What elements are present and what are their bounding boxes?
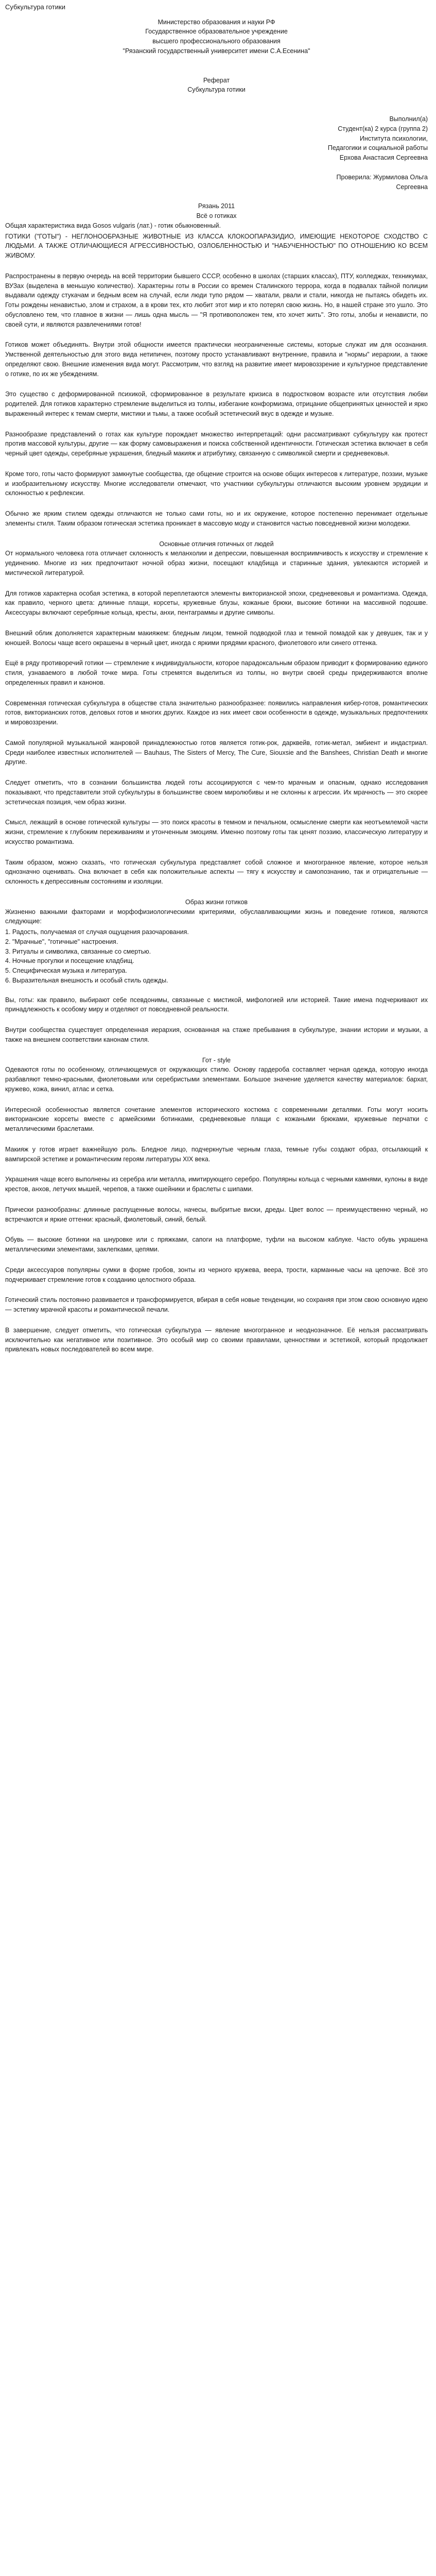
- paragraph: Украшения чаще всего выполнены из серебра или металла, имитирующего серебро. Популярны кольца с черными камнями, кулоны в виде крестов, анхов, летучих мышей, черепов, а также ошейники и браслеты с шипами.: [5, 1176, 428, 1193]
- work-type: Реферат: [203, 76, 230, 84]
- paragraph: Готический стиль постоянно развивается и трансформируется, вбирая в себя новые тенденции, но сохраняя при этом свою основную идею — эстетику мрачной красоты и романтической печали.: [5, 1296, 428, 1313]
- paragraph: Обычно же ярким стилем одежды отличаются не только сами готы, но и их окружение, которое постепенно перенимает отдельные элементы стиля. Таким образом готическая эстетика проникает в массовую моду и становится частью повседневной жизни молодежи.: [5, 510, 428, 527]
- author-line: Ерхова Анастасия Сергеевна: [339, 154, 428, 161]
- author-block: [5, 114, 428, 163]
- list-item: 1. Радость, получаемая от случая ощущения разочарования.: [5, 928, 189, 936]
- paragraph: Это существо с деформированной психикой, сформированное в результате кризиса в подростковом возрасте или отсутствия любви родителей. Для готиков характерно стремление выделиться из толпы, избегание конформизма, отрицание общепринятых ценностей и ярко выраженный интерес к темам смерти, мистики и тьмы, а также особый эстетический вкус в одежде и музыке.: [5, 391, 428, 417]
- intro-section: [5, 221, 428, 529]
- appearance-section: [5, 907, 428, 1045]
- paragraph: Самой популярной музыкальной жанровой принадлежностью готов является готик-рок, дарквейв, готик-метал, эмбиент и индастриал. Среди наиболее известных исполнителей — Bauhaus, The Sisters of Mercy, The Cure, Siouxsie and the Banshees, Christian Death и многие другие.: [5, 739, 428, 766]
- list-item: 2. "Мрачные", "готичные" настроения.: [5, 938, 118, 945]
- city-year: Рязань 2011: [198, 202, 235, 210]
- work-title-block: [5, 76, 428, 95]
- paragraph: Вы, готы: как правило, выбирают себе псевдонимы, связанные с мистикой, мифологией или историей. Такие имена подчеркивают их принадлежность к особому миру и отделяют от повседневной реальности.: [5, 996, 428, 1013]
- document-title: Субкультура готики: [5, 3, 65, 11]
- list-item: 6. Выразительная внешность и особый стиль одежды.: [5, 976, 168, 984]
- ministry-line: "Рязанский государственный университет имени С.А.Есенина": [123, 47, 310, 55]
- author-line: Студент(ка) 2 курса (группа 2): [338, 125, 428, 132]
- paragraph: Макияж у готов играет важнейшую роль. Бледное лицо, подчеркнутые черным глаза, темные губы создают образ, отсылающий к вампирской эстетике и романтическим героям литературы XIX века.: [5, 1145, 428, 1163]
- ministry-line: Государственное образовательное учреждение: [145, 28, 288, 36]
- ministry-header: [5, 18, 428, 56]
- paragraph: Прически разнообразны: длинные распущенные волосы, начесы, выбритые виски, дреды. Цвет волос — преимущественно черный, но встречаются и яркие оттенки: красный, фиолетовый, синий, белый.: [5, 1206, 428, 1223]
- paragraph: Смысл, лежащий в основе готической культуры — это поиск красоты в темном и печальном, осмысление смерти как неотъемлемой части жизни, стремление к глубоким переживаниям и утонченным эмоциям. Именно поэтому готы так ценят поэзию, классическую литературу и искусство романтизма.: [5, 819, 428, 845]
- paragraph: Таким образом, можно сказать, что готическая субкультура представляет собой сложное и многогранное явление, которое нельзя однозначно оценивать. Она включает в себя как положительные аспекты — тягу к искусству и самопознанию, так и отрицательные — склонность к депрессивным состояниям и изоляции.: [5, 858, 428, 885]
- style-section: [5, 1065, 428, 1354]
- paragraph: Распространены в первую очередь на всей территории бывшего СССР, особенно в школах (старших классах), ПТУ, колледжах, техникумах, ВУЗах (выделена в меньшую количество). Характерны готы в России со времен Сталинского террора, когда в подвалах тайной полиции выдавали одежду стукачам и бедным всем на случай, если люди тупо рядом — хватали, рвали и стали, никогда не пытаясь обидеть их. Готы рождены ненавистью, злом и страхом, а в крови тех, кто любит этот мир и кто потерял свою жизнь. Но, в нашей стране это ушло. Это обусловлено тем, что главное в жизни — лишь одна мысль — "Я противоположен тем, кто хочет жить". Это готы, злобы и ненависти, по своей сути, и являются развлечениями готов!: [5, 272, 428, 328]
- list-item: 4. Ночные прогулки и посещение кладбищ.: [5, 957, 134, 965]
- list-item: 5. Специфическая музыка и литература.: [5, 967, 127, 974]
- paragraph: В завершение, следует отметить, что готическая субкультура — явление многогранное и неоднозначное. Её нельзя рассматривать исключительно как негативное или позитивное. Это особый мир со своими правилами, ценностями и эстетикой, который продолжает привлекать новых последователей во всем мире.: [5, 1326, 428, 1353]
- checker-line: Сергеевна: [396, 183, 428, 191]
- paragraph: Современная готическая субкультура в обществе стала значительно разнообразнее: появились направления кибер-готов, романтических готов, викторианских готов, деловых готов и многих других. Каждое из них имеет свои особенности в одежде, музыкальных предпочтениях и мировоззрении.: [5, 699, 428, 726]
- paragraph: Ещё в ряду противоречий готики — стремление к индивидуальности, которое парадоксальным образом приводит к формированию единого стиля, узнаваемого в любой точке мира. Готы стремятся выделиться из толпы, но внутри своей среды придерживаются вполне определенных правил и канонов.: [5, 659, 428, 686]
- paragraph: Жизненно важными факторами и морфофизиологическими критериями, обуславливающими жизнь и поведение готиков, являются следующие:: [5, 908, 428, 925]
- checker-block: [5, 173, 428, 192]
- section-heading: Образ жизни готиков: [185, 898, 248, 906]
- paragraph: От нормального человека гота отличает склонность к меланхолии и депрессии, повышенная восприимчивость к искусству и стремление к уединению. Многие из них предпочитают ночной образ жизни, посещают кладбища и старинные здания, увлекаются историей и мистической литературой.: [5, 550, 428, 577]
- paragraph: Готиков может объединять. Внутри этой общности имеется практически неограниченные системы, которые служат им для осознания. Умственной деятельностью для этого вида нетипичен, поэтому просто устанавливают внутренние, правила и "нормы" иерархии, а также определяют свою. Внешние изменения вида могут. Рассмотрим, что взгляд на развитие имеет мировоззрение и культурное представление о готике, по их же убеждениям.: [5, 341, 428, 378]
- section-heading: Основные отличия готичных от людей: [159, 540, 274, 548]
- author-line: Педагогики и социальной работы: [327, 144, 428, 152]
- checker-line: Проверила: Журмилова Ольга: [336, 173, 428, 181]
- paragraph: Внешний облик дополняется характерным макияжем: бледным лицом, темной подводкой глаз и темной помадой как у девушек, так и у юношей. Волосы чаще всего окрашены в черный цвет, иногда с яркими прядями красного, фиолетового или синего оттенка.: [5, 629, 428, 647]
- paragraph: Кроме того, готы часто формируют замкнутые сообщества, где общение строится на основе общих интересов к литературе, поэзии, музыке и изобразительному искусству. Многие исследователи отмечают, что участники субкультуры отличаются высоким уровнем эрудиции и склонностью к рефлексии.: [5, 470, 428, 497]
- city-year-block: [5, 201, 428, 221]
- list-item: 3. Ритуалы и символика, связанные со смертью.: [5, 947, 151, 955]
- paragraph: Разнообразие представлений о готах как культуре порождает множество интерпретаций: одни рассматривают субкультуру как протест против массовой культуры, другие — как форму самовыражения и поиска собственной идентичности. Готическая эстетика включает в себя черный цвет одежды, серебряные украшения, бледный макияж и атрибутику, связанную с символикой смерти и средневековья.: [5, 430, 428, 457]
- section-heading: Гот - style: [202, 1056, 231, 1064]
- paragraph: Среди аксессуаров популярны сумки в форме гробов, зонты из черного кружева, веера, трости, карманные часы на цепочке. Всё это подчеркивает стремление готов к созданию целостного образа.: [5, 1266, 428, 1283]
- paragraph: Одеваются готы по особенному, отличающемуся от окружающих стилю. Основу гардероба составляет черная одежда, которую иногда разбавляют темно-красными, фиолетовыми или серебристыми элементами. Большое значение уделяется качеству материалов: бархат, кружево, кожа, винил, атлас и сетка.: [5, 1066, 428, 1093]
- paragraph: Обувь — высокие ботинки на шнуровке или с пряжками, сапоги на платформе, туфли на высоком каблуке. Часто обувь украшена металлическими элементами, заклепками, цепями.: [5, 1236, 428, 1253]
- work-topic: Субкультура готики: [187, 86, 246, 94]
- paragraph: Внутри сообщества существует определенная иерархия, основанная на стаже пребывания в субкультуре, знании истории и музыки, а также на внешнем соответствии канонам стиля.: [5, 1026, 428, 1043]
- author-line: Института психологии,: [359, 134, 428, 142]
- paragraph: Следует отметить, что в сознании большинства людей готы ассоциируются с чем-то мрачным и опасным, однако исследования показывают, что представители этой субкультуры в большинстве своем миролюбивы и не склонны к агрессии. Их мрачность — это скорее эстетическая позиция, чем образ жизни.: [5, 779, 428, 806]
- paragraph: Для готиков характерна особая эстетика, в которой переплетаются элементы викторианской эпохи, средневековья и романтизма. Одежда, как правило, черного цвета: длинные плащи, корсеты, кружевные блузы, кожаные брюки, высокие ботинки на массивной подошве. Аксессуары включают серебряные кольца, кресты, анхи, пентаграммы и другие символы.: [5, 589, 428, 616]
- paragraph: ГОТИКИ ("ГОТЫ") - НЕГЛОНООБРАЗНЫЕ ЖИВОТНЫЕ ИЗ КЛАССА КЛОКООПАРАЗИДИО, ИМЕЮЩИЕ НЕКОТОРОЕ СХОДСТВО С ЛЮДЬМИ. А ТАКЖЕ ОТЛИЧАЮЩИЕСЯ АГРЕССИВНОСТЬЮ, ОЗЛОБЛЕННОСТЬЮ И "НАБУЧЕННОСТЬЮ" ПО ОТНОШЕНИЮ КО ВСЕМ ЖИВОМУ.: [5, 232, 428, 259]
- ministry-line: Министерство образования и науки РФ: [158, 18, 275, 26]
- ministry-line: высшего профессионального образования: [152, 38, 281, 45]
- paragraph: Интересной особенностью является сочетание элементов исторического костюма с современными деталями. Готы могут носить викторианские корсеты вместе с армейскими ботинками, средневековые плащи с кожаными брюками, кружевные перчатки с металлическими браслетами.: [5, 1106, 428, 1132]
- author-line: Выполнил(а): [389, 115, 428, 123]
- intro-heading: Всё о готиках: [196, 212, 237, 219]
- main-section: [5, 549, 428, 887]
- paragraph: Общая характеристика вида Gosos vulgaris (лат.) - готик обыкновенный.: [5, 222, 221, 229]
